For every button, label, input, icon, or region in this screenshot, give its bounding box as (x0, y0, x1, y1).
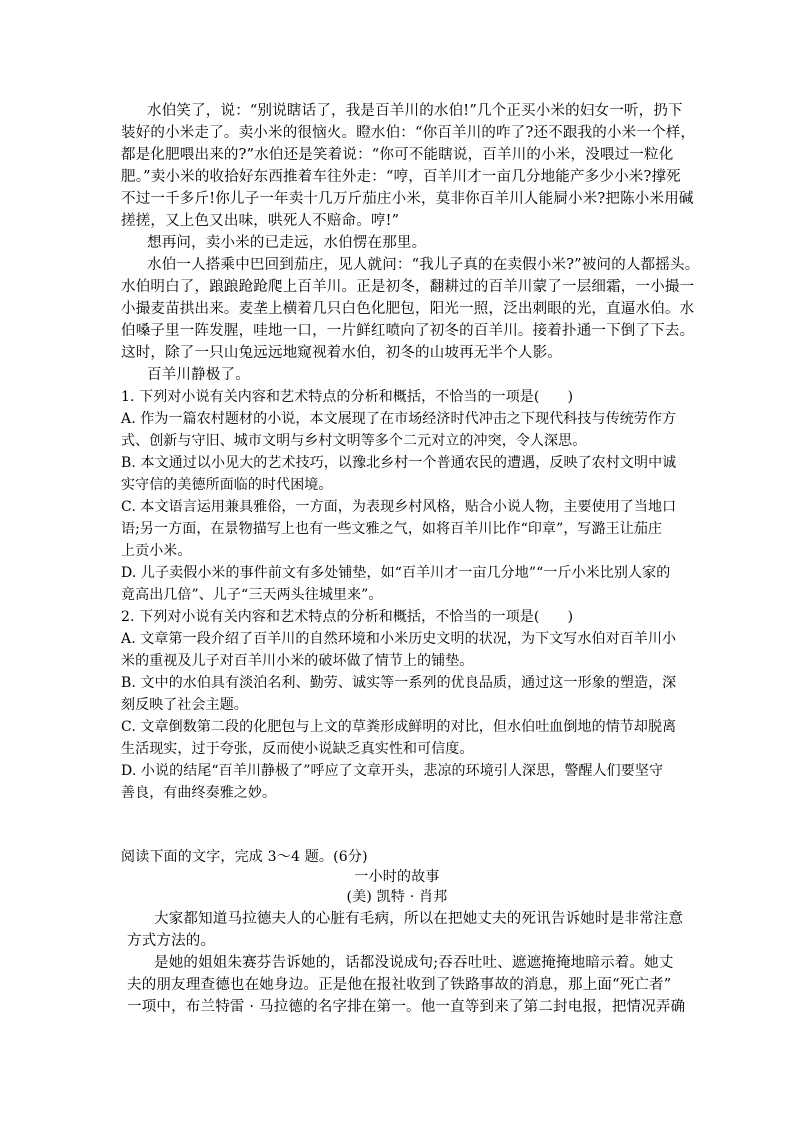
option-line: 刻反映了社会主题。 (121, 697, 248, 713)
option-line: 生活现实，过于夸张，反而使小说缺乏真实性和可信度。 (121, 741, 474, 757)
question-stem: 2. 下列对小说有关内容和艺术特点的分析和概括，不恰当的一项是( ) (121, 609, 574, 625)
story-line: 大家都知道马拉德夫人的心脏有毛病，所以在把她丈夫的死讯告诉她时是非常注意 (154, 911, 684, 927)
option-line: 式、创新与守旧、城市文明与乡村文明等多个二元对立的冲突，令人深思。 (121, 433, 587, 449)
story-line: 方式方法的。 (127, 933, 216, 949)
section-instruction: 阅读下面的文字，完成 3～4 题。(6分) (121, 849, 368, 865)
story-line: 想再问，卖小米的已走远，水伯愣在那里。 (147, 235, 427, 251)
option-line: 实守信的美德所面临的时代困境。 (121, 477, 333, 493)
option-line: B. 本文通过以小见大的艺术技巧，以豫北乡村一个普通农民的遭遇，反映了农村文明中诚 (121, 455, 677, 471)
option-line: 竟高出几倍”、儿子“三天两头往城里来”。 (121, 587, 383, 603)
story-line: 装好的小米走了。卖小米的很恼火。瞪水伯：“你百羊川的咋了?还不跟我的小米一个样， (121, 125, 696, 141)
story-author: (美) 凯特 · 肖邦 (346, 889, 448, 905)
story-line: 一项中，布兰特雷 · 马拉德的名字排在第一。他一直等到来了第二封电报，把情况弄确 (127, 999, 686, 1015)
story-line: 水伯明白了，踉踉跄跄爬上百羊川。正是初冬，翻耕过的百羊川蒙了一层细霜，一小撮一 (121, 279, 695, 295)
option-line: C. 本文语言运用兼具雅俗，一方面，为表现乡村风格，贴合小说人物，主要使用了当地口 (121, 499, 677, 515)
option-line: A. 文章第一段介绍了百羊川的自然环境和小米历史文明的状况，为下文写水伯对百羊川小 (121, 631, 677, 647)
option-line: B. 文中的水伯具有淡泊名利、勤劳、诚实等一系列的优良品质，通过这一形象的塑造，深 (121, 675, 677, 691)
story-line: 水伯一人搭乘中巴回到茄庄，见人就问：“我儿子真的在卖假小米?”被问的人都摇头。 (147, 257, 700, 273)
story-line: 夫的朋友理查德也在她身边。正是他在报社收到了铁路事故的消息，那上面“死亡者” (127, 977, 672, 993)
story-title: 一小时的故事 (354, 869, 440, 885)
story-line: 小撮麦苗拱出来。麦垄上横着几只白色化肥包，阳光一照，泛出刺眼的光，直逼水伯。水 (121, 301, 695, 317)
option-line: 善良，有曲终奏雅之妙。 (121, 785, 277, 801)
story-line: 是她的姐姐朱赛芬告诉她的，话都没说成句;吞吞吐吐、遮遮掩掩地暗示着。她丈 (154, 955, 674, 971)
option-line: D. 小说的结尾“百羊川静极了”呼应了文章开头，悲凉的环境引人深思，警醒人们要坚守 (121, 763, 664, 779)
story-line: 百羊川静极了。 (147, 367, 250, 383)
story-line: 这时，除了一只山兔远远地窥视着水伯，初冬的山坡再无半个人影。 (121, 345, 562, 361)
story-line: 都是化肥喂出来的?”水伯还是笑着说：“你可不能瞎说，百羊川的小米，没喂过一粒化 (121, 147, 674, 163)
option-line: 上贡小米。 (121, 543, 192, 559)
question-stem: 1. 下列对小说有关内容和艺术特点的分析和概括，不恰当的一项是( ) (121, 389, 574, 405)
option-line: D. 儿子卖假小米的事件前文有多处铺垫，如“百羊川才一亩几分地”“一斤小米比别人家的 (121, 565, 671, 581)
option-line: A. 作为一篇农村题材的小说，本文展现了在市场经济时代冲击之下现代科技与传统劳作方 (121, 411, 677, 427)
story-line: 水伯笑了，说：“别说瞎话了，我是百羊川的水伯!”几个正买小米的妇女一听，扔下 (147, 103, 683, 119)
story-line: 肥。”卖小米的收拾好东西推着车往外走：“哼，百羊川才一亩几分地能产多少小米?撑死 (121, 169, 681, 185)
option-line: 语;另一方面，在景物描写上也有一些文雅之气，如将百羊川比作“印章”，写潞王让茄庄 (121, 521, 663, 537)
story-line: 伯嗓子里一阵发腥，哇地一口，一片鲜红喷向了初冬的百羊川。接着扑通一下倒了下去。 (121, 323, 695, 339)
option-line: C. 文章倒数第二段的化肥包与上文的草粪形成鲜明的对比，但水伯吐血倒地的情节却脱离 (121, 719, 677, 735)
option-line: 米的重视及儿子对百羊川小米的破坏做了情节上的铺垫。 (121, 653, 474, 669)
story-line: 搓搓，又上色又出味，哄死人不赔命。哼!” (121, 213, 400, 229)
story-line: 不过一千多斤!你儿子一年卖十几万斤茄庄小米，莫非你百羊川人能屙小米?把陈小米用碱 (121, 191, 694, 207)
